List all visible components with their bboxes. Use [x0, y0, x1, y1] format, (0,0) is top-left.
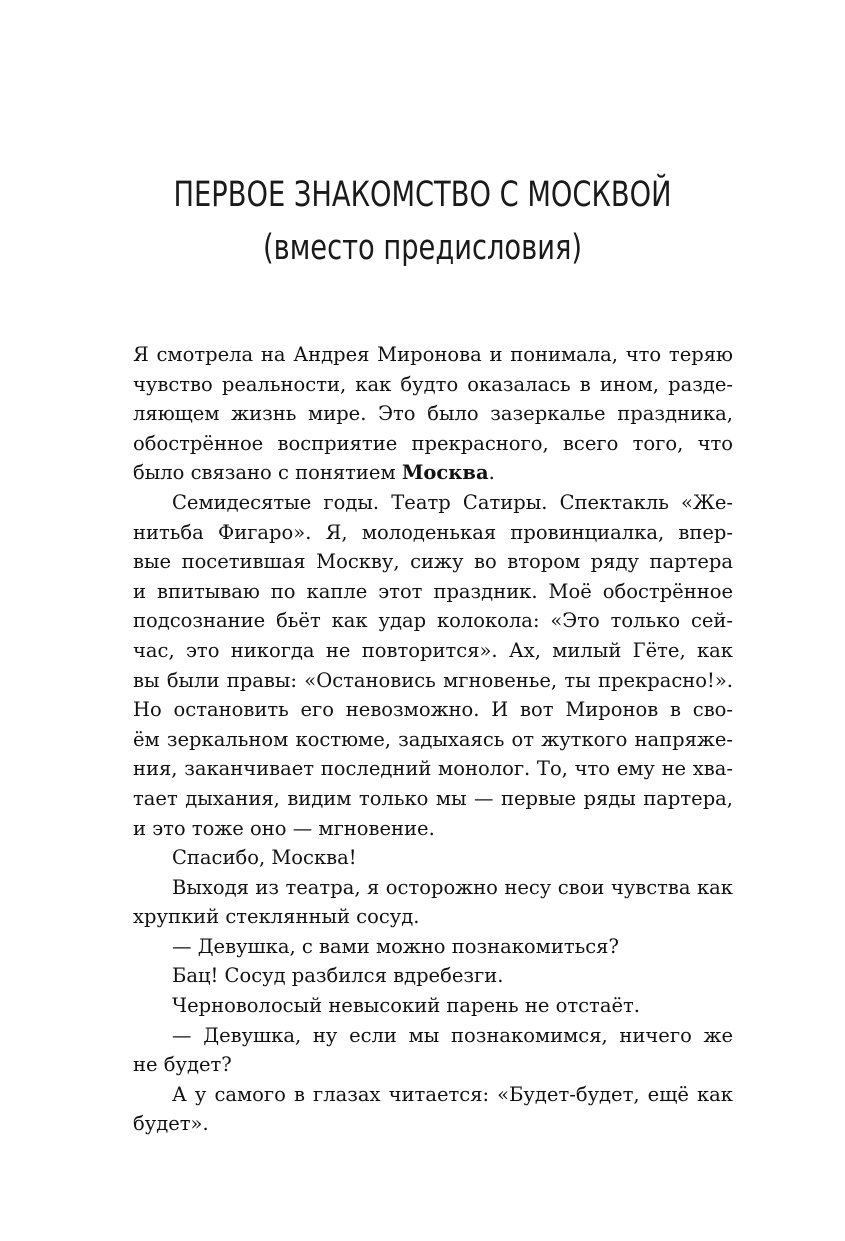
text-line: Я смотрела на Андрея Миронова и понимала, что теряю — [133, 343, 733, 366]
chapter-heading — [0, 168, 845, 274]
text-line: — Девушка, с вами можно познакомиться? — [172, 934, 619, 958]
paragraph-5 — [133, 932, 733, 962]
paragraph-4 — [133, 873, 733, 932]
text-line: будет». — [133, 1112, 209, 1136]
text-line: — Девушка, ну если мы познакомимся, ничего же — [172, 1023, 733, 1047]
text-line: тает дыхания, видим только мы — первые ряды партера, — [133, 786, 733, 810]
text-line: Но остановить его невозможно. И вот Миронов в сво- — [133, 698, 733, 722]
text-line: чувство реальности, как будто оказалась в ином, разде- — [133, 372, 733, 396]
text-line: ём зеркальном костюме, задыхаясь от жуткого напряже- — [133, 727, 733, 751]
paragraph-1 — [133, 340, 733, 488]
text-line: час, это никогда не повторится». Ах, милый Гёте, как — [133, 638, 733, 662]
text-line: не будет? — [133, 1053, 232, 1077]
text-line: Спасибо, Москва! — [172, 846, 357, 870]
text-fragment: было связано с понятием — [133, 461, 402, 485]
paragraph-9 — [133, 1080, 733, 1139]
text-line — [133, 458, 733, 488]
paragraph-3 — [133, 843, 733, 873]
bold-term: Москва — [401, 461, 489, 485]
text-line: А у самого в глазах читается: «Будет-будет, ещё как — [172, 1082, 733, 1106]
chapter-title: ПЕРВОЕ ЗНАКОМСТВО С МОСКВОЙ — [173, 175, 672, 215]
text-line: и впитываю по капле этот праздник. Моё обострённое — [133, 579, 733, 603]
text-line: вые посетившая Москву, сижу во втором ряду партера — [133, 550, 733, 574]
paragraph-7 — [133, 991, 733, 1021]
text-line: Семидесятые годы. Театр Сатиры. Спектакль «Же- — [172, 490, 733, 514]
text-line: Черноволосый невысокий парень не отстаёт. — [172, 994, 640, 1018]
text-line: нитьба Фигаро». Я, молоденькая провинциалка, впер- — [133, 520, 733, 544]
text-line: подсознание бьёт как удар колокола: «Это только сей- — [133, 609, 733, 633]
text-fragment: . — [488, 461, 495, 485]
paragraph-6 — [133, 961, 733, 991]
chapter-text — [133, 340, 733, 1139]
text-line: ляющем жизнь мире. Это было зазеркалье праздника, — [133, 402, 733, 426]
paragraph-2 — [133, 488, 733, 843]
chapter-subtitle: (вместо предисловия) — [262, 228, 583, 268]
text-line: ния, заканчивает последний монолог. То, что ему не хва- — [133, 757, 733, 781]
text-line: Бац! Сосуд разбился вдребезги. — [172, 964, 504, 988]
paragraph-8 — [133, 1021, 733, 1080]
text-line: и это тоже оно — мгновение. — [133, 816, 435, 840]
text-line: Выходя из театра, я осторожно несу свои чувства как — [172, 875, 733, 899]
text-line: хрупкий стеклянный сосуд. — [133, 905, 420, 929]
text-line: обострённое восприятие прекрасного, всего того, что — [133, 431, 733, 455]
text-line: вы были правы: «Остановись мгновенье, ты прекрасно!». — [133, 668, 733, 692]
